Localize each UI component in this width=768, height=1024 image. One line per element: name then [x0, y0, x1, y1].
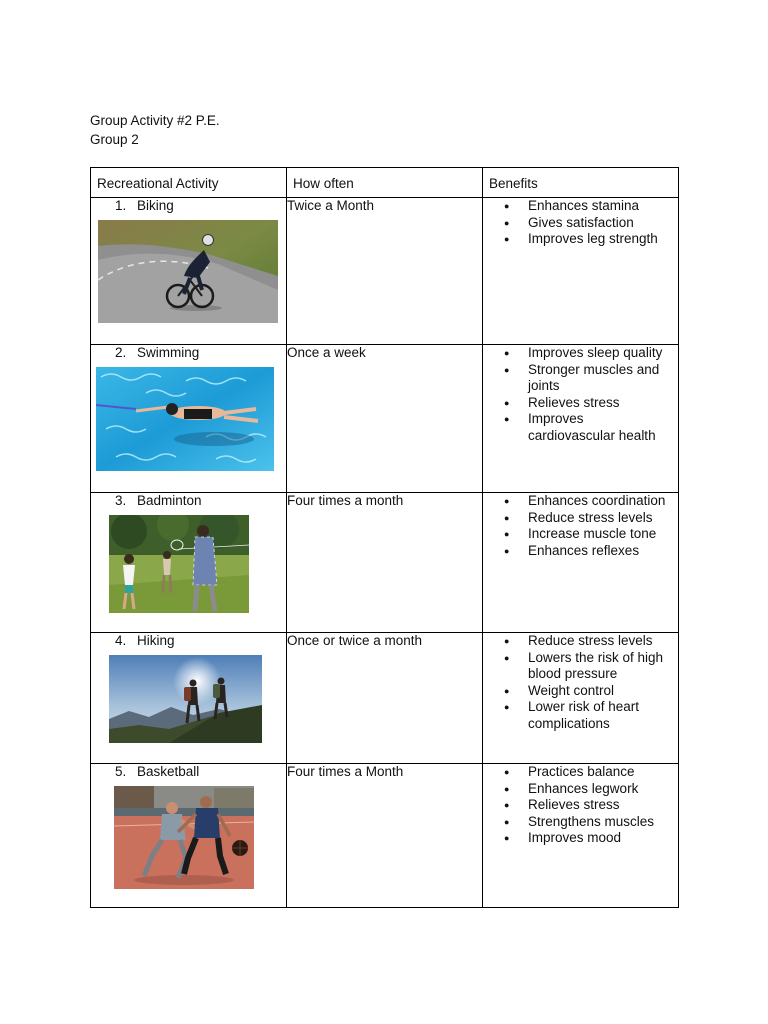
activity-name: Basketball — [137, 764, 200, 779]
activity-cell — [91, 764, 287, 908]
table-row — [91, 633, 679, 764]
title-line: Group Activity #2 P.E. — [90, 113, 220, 128]
benefit-item: ● Improves cardiovascular health — [483, 411, 678, 444]
table-row — [91, 764, 679, 908]
benefit-item: ● Weight control — [483, 683, 678, 700]
table-header-row — [91, 168, 679, 198]
activity-label — [91, 493, 286, 510]
basketball-players-photo — [114, 786, 254, 889]
header-frequency: How often — [287, 168, 483, 198]
activity-label — [91, 633, 286, 650]
activity-cell — [91, 633, 287, 764]
table-row — [91, 198, 679, 345]
frequency-cell: Four times a month — [287, 493, 483, 633]
activity-number: 2. — [115, 345, 127, 360]
benefits-cell — [483, 493, 679, 633]
benefit-item: ● Enhances stamina — [483, 198, 678, 215]
activity-number: 5. — [115, 764, 127, 779]
benefits-cell — [483, 633, 679, 764]
activity-number: 3. — [115, 493, 127, 508]
activity-cell — [91, 493, 287, 633]
benefits-cell — [483, 764, 679, 908]
benefits-list — [483, 345, 678, 444]
table-row — [91, 493, 679, 633]
activity-name: Swimming — [137, 345, 200, 360]
activities-table — [90, 167, 679, 908]
benefit-item: ● Enhances coordination — [483, 493, 678, 510]
frequency-cell: Once or twice a month — [287, 633, 483, 764]
activity-label — [91, 198, 286, 215]
frequency-cell: Four times a Month — [287, 764, 483, 908]
benefit-item: ● Gives satisfaction — [483, 215, 678, 232]
benefits-list — [483, 633, 678, 732]
activity-cell — [91, 198, 287, 345]
benefit-item: ● Reduce stress levels — [483, 633, 678, 650]
benefits-list — [483, 198, 678, 248]
benefits-list — [483, 764, 678, 847]
hikers-photo — [109, 655, 262, 743]
swimmer-photo — [96, 367, 274, 471]
header-benefits: Benefits — [483, 168, 679, 198]
header-activity: Recreational Activity — [91, 168, 287, 198]
activity-label — [91, 764, 286, 781]
frequency-cell: Twice a Month — [287, 198, 483, 345]
frequency-cell: Once a week — [287, 345, 483, 493]
benefit-item: ● Improves leg strength — [483, 231, 678, 248]
document-heading — [90, 111, 220, 149]
benefits-cell — [483, 198, 679, 345]
table-row — [91, 345, 679, 493]
benefit-item: ● Relieves stress — [483, 395, 678, 412]
activity-name: Biking — [137, 198, 174, 213]
activity-name: Badminton — [137, 493, 202, 508]
activity-name: Hiking — [137, 633, 175, 648]
benefit-item: ● Reduce stress levels — [483, 510, 678, 527]
benefits-list — [483, 493, 678, 559]
benefit-item: ● Strengthens muscles — [483, 814, 678, 831]
benefits-cell — [483, 345, 679, 493]
benefit-item: ● Increase muscle tone — [483, 526, 678, 543]
benefit-item: ● Enhances legwork — [483, 781, 678, 798]
activity-number: 4. — [115, 633, 127, 648]
activity-number: 1. — [115, 198, 127, 213]
badminton-players-photo — [109, 515, 249, 613]
benefit-item: ● Relieves stress — [483, 797, 678, 814]
activity-cell — [91, 345, 287, 493]
activity-label — [91, 345, 286, 362]
benefit-item: ● Lowers the risk of high blood pressure — [483, 650, 678, 683]
benefit-item: ● Lower risk of heart complications — [483, 699, 678, 732]
benefit-item: ● Practices balance — [483, 764, 678, 781]
cyclist-photo — [98, 220, 278, 323]
benefit-item: ● Improves sleep quality — [483, 345, 678, 362]
group-line: Group 2 — [90, 132, 139, 147]
benefit-item: ● Improves mood — [483, 830, 678, 847]
benefit-item: ● Enhances reflexes — [483, 543, 678, 560]
benefit-item: ● Stronger muscles and joints — [483, 362, 678, 395]
